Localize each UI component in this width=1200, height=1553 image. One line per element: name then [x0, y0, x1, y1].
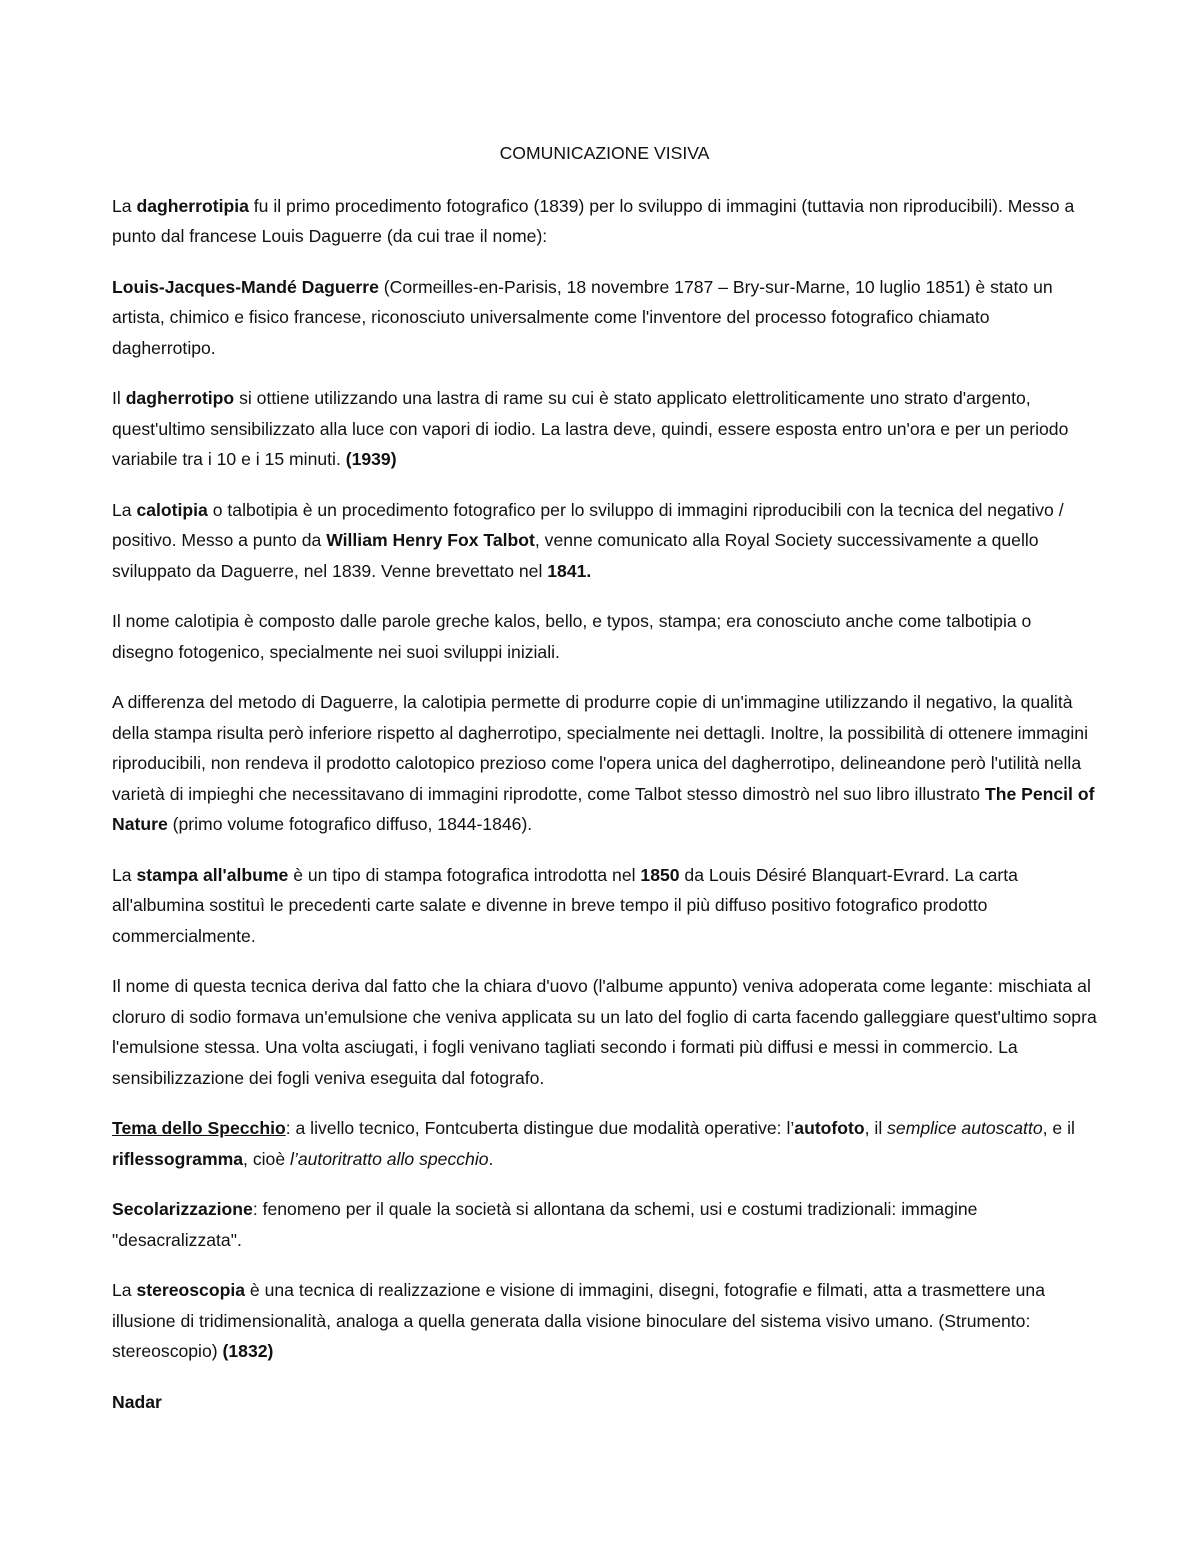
text-run: Louis-Jacques-Mandé Daguerre — [112, 276, 379, 297]
text-run: semplice autoscatto — [887, 1118, 1043, 1138]
text-run: : a livello tecnico, Fontcuberta distingue due modalità operative: l’ — [285, 1118, 795, 1138]
text-run: Il nome calotipia è composto dalle parole greche kalos, bello, e typos, stampa; era conosciuto anche come talbotipia o disegno fotogenico, specialmente nei suoi sviluppi iniziali. — [112, 611, 1032, 662]
text-run: Il — [112, 388, 126, 408]
text-run: 1850 — [640, 864, 680, 885]
text-run: A differenza del metodo di Daguerre, la calotipia permette di produrre copie di un'immagine utilizzando il negativo, la qualità della stampa risulta però inferiore rispetto al dagherrotipo, specialmente nei dettagli. Inoltre, la possibilità di ottenere immagini riproducibili, non rendeva il prodotto calotopico prezioso come l'opera unica del dagherrotipo, delineandone però l'utilità nella varietà di impieghi che necessitavano di immagini riprodotte, come Talbot stesso dimostrò nel suo libro illustrato — [112, 692, 1088, 804]
text-run: , cioè — [243, 1148, 290, 1169]
text-run: autofoto — [794, 1118, 865, 1138]
paragraph — [112, 606, 1097, 667]
text-run: l’autoritratto allo specchio — [290, 1148, 489, 1169]
text-run: fu il primo procedimento fotografico (1839) per lo sviluppo di immagini (tuttavia non riproducibili). Messo a punto dal francese Louis Daguerre (da cui trae il nome): — [112, 195, 1075, 246]
text-run: dagherrotipo — [125, 388, 235, 408]
paragraph — [112, 860, 1097, 952]
text-run: Nadar — [112, 1391, 162, 1412]
document-body — [112, 138, 1097, 1417]
text-run: 1841. — [547, 560, 592, 581]
text-run: da Louis Désiré Blanquart-Evrard. La carta all'albumina sostituì le precedenti carte salate e divenne in breve tempo il più diffuso positivo fotografico prodotto commercialmente. — [112, 864, 1018, 946]
text-run: (1832) — [222, 1341, 274, 1361]
text-run: , il — [864, 1118, 888, 1138]
text-run: Tema dello Specchio — [112, 1118, 286, 1138]
text-run: (Cormeilles-en-Parisis, 18 novembre 1787 – Bry-sur-Marne, 10 luglio 1851) è stato un artista, chimico e fisico francese, riconosciuto universalmente come l'inventore del processo fotografico chiamato dagherrotipo. — [112, 276, 1053, 358]
text-run: La — [112, 864, 137, 885]
paragraph — [112, 383, 1097, 475]
text-run: o talbotipia è un procedimento fotografico per lo sviluppo di immagini riproducibili con la tecnica del negativo / positivo. Messo a punto da — [112, 499, 1064, 550]
paragraph — [112, 1275, 1097, 1367]
text-run: (1939) — [345, 449, 397, 469]
text-run: riflessogramma — [112, 1148, 244, 1169]
text-run: La — [112, 195, 137, 216]
paragraph — [112, 1194, 1097, 1255]
text-run: William Henry Fox Talbot — [326, 530, 535, 550]
paragraph — [112, 687, 1097, 840]
text-run: : fenomeno per il quale la società si allontana da schemi, usi e costumi tradizionali: immagine "desacralizzata". — [112, 1199, 978, 1250]
text-run: stereoscopia — [136, 1280, 246, 1300]
text-run: , e il — [1042, 1118, 1075, 1138]
paragraph-list — [112, 191, 1097, 1418]
text-run: è una tecnica di realizzazione e visione di immagini, disegni, fotografie e filmati, atta a trasmettere una illusione di tridimensionalità, analoga a quella generata dalla visione binoculare del sistema visivo umano. (Strumento: stereoscopio) — [112, 1280, 1045, 1361]
text-run: . — [488, 1148, 494, 1169]
paragraph — [112, 191, 1097, 252]
text-run: The Pencil of Nature — [112, 783, 1095, 834]
text-run: è un tipo di stampa fotografica introdotta nel — [288, 864, 641, 885]
text-run: stampa all'albume — [136, 864, 289, 885]
paragraph — [112, 495, 1097, 587]
paragraph — [112, 971, 1097, 1093]
paragraph — [112, 272, 1097, 364]
text-run: (primo volume fotografico diffuso, 1844-1846). — [167, 814, 533, 834]
paragraph — [112, 1387, 1097, 1418]
text-run: Il nome di questa tecnica deriva dal fatto che la chiara d'uovo (l'albume appunto) veniva adoperata come legante: mischiata al cloruro di sodio formava un'emulsione che veniva applicata su un lato del foglio di carta facendo galleggiare quest'ultimo sopra l'emulsione stessa. Una volta asciugati, i fogli venivano tagliati secondo i formati più diffusi e messi in commercio. La sensibilizzazione dei fogli veniva eseguita dal fotografo. — [112, 976, 1097, 1088]
document-title: COMUNICAZIONE VISIVA — [499, 143, 710, 163]
text-run: La — [112, 499, 137, 520]
text-run: calotipia — [136, 499, 208, 520]
text-run: si ottiene utilizzando una lastra di rame su cui è stato applicato elettroliticamente uno strato d'argento, quest'ultimo sensibilizzato alla luce con vapori di iodio. La lastra deve, quindi, essere esposta entro un'ora e per un periodo variabile tra i 10 e i 15 minuti. — [112, 388, 1069, 469]
paragraph — [112, 1113, 1097, 1174]
text-run: dagherrotipia — [136, 195, 249, 216]
text-run: La — [112, 1280, 137, 1300]
text-run: , venne comunicato alla Royal Society successivamente a quello sviluppato da Daguerre, nel 1839. Venne brevettato nel — [112, 530, 1039, 581]
text-run: Secolarizzazione — [112, 1199, 253, 1219]
